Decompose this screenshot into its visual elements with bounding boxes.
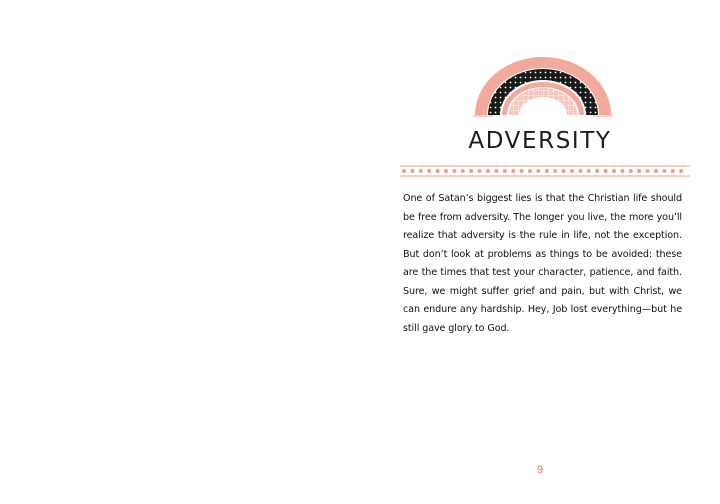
divider-dot [419, 169, 423, 173]
page-number: 9 [536, 464, 544, 476]
divider-dot [562, 169, 566, 173]
divider-dot [646, 169, 650, 173]
divider-dot [595, 169, 599, 173]
divider-dot [402, 169, 406, 173]
divider-dot [511, 169, 515, 173]
divider-dot [620, 169, 624, 173]
divider-dot [528, 169, 532, 173]
divider-dot [469, 169, 473, 173]
divider-dot [629, 169, 633, 173]
divider-dot [427, 169, 431, 173]
divider-dot [662, 169, 666, 173]
divider-dot [654, 169, 658, 173]
divider-dot [578, 169, 582, 173]
divider-dot [503, 169, 507, 173]
divider-dot [520, 169, 524, 173]
divider-dot [452, 169, 456, 173]
divider-dot [536, 169, 540, 173]
divider-dot [444, 169, 448, 173]
divider-dot [587, 169, 591, 173]
divider-dot [612, 169, 616, 173]
right-page [360, 0, 720, 504]
divider-dot [436, 169, 440, 173]
divider-dot [410, 169, 414, 173]
divider-dot [545, 169, 549, 173]
divider-dot [494, 169, 498, 173]
divider-dot [679, 169, 683, 173]
dotted-divider-icon [400, 162, 690, 182]
divider-dot [478, 169, 482, 173]
rainbow-illustration-icon [473, 50, 613, 120]
page-title: ADVERSITY [468, 128, 612, 154]
divider-dot [486, 169, 490, 173]
divider-dot [637, 169, 641, 173]
body-paragraph: One of Satan’s biggest lies is that the Christian life should be free from adversity. The longer you live, the more you’ll realize that adversity is the rule in life, not the exception. But don’t look at problems as things to be avoided: these are the times that test your character, patience, and faith. Sure, we might suffer grief and pain, but with Christ, we can endure any hardship. Hey, Job lost everything—but he still gave glory to God. [403, 193, 682, 334]
divider-dot [553, 169, 557, 173]
divider-dot [570, 169, 574, 173]
divider-dot [604, 169, 608, 173]
divider-dot [671, 169, 675, 173]
divider-dot [461, 169, 465, 173]
